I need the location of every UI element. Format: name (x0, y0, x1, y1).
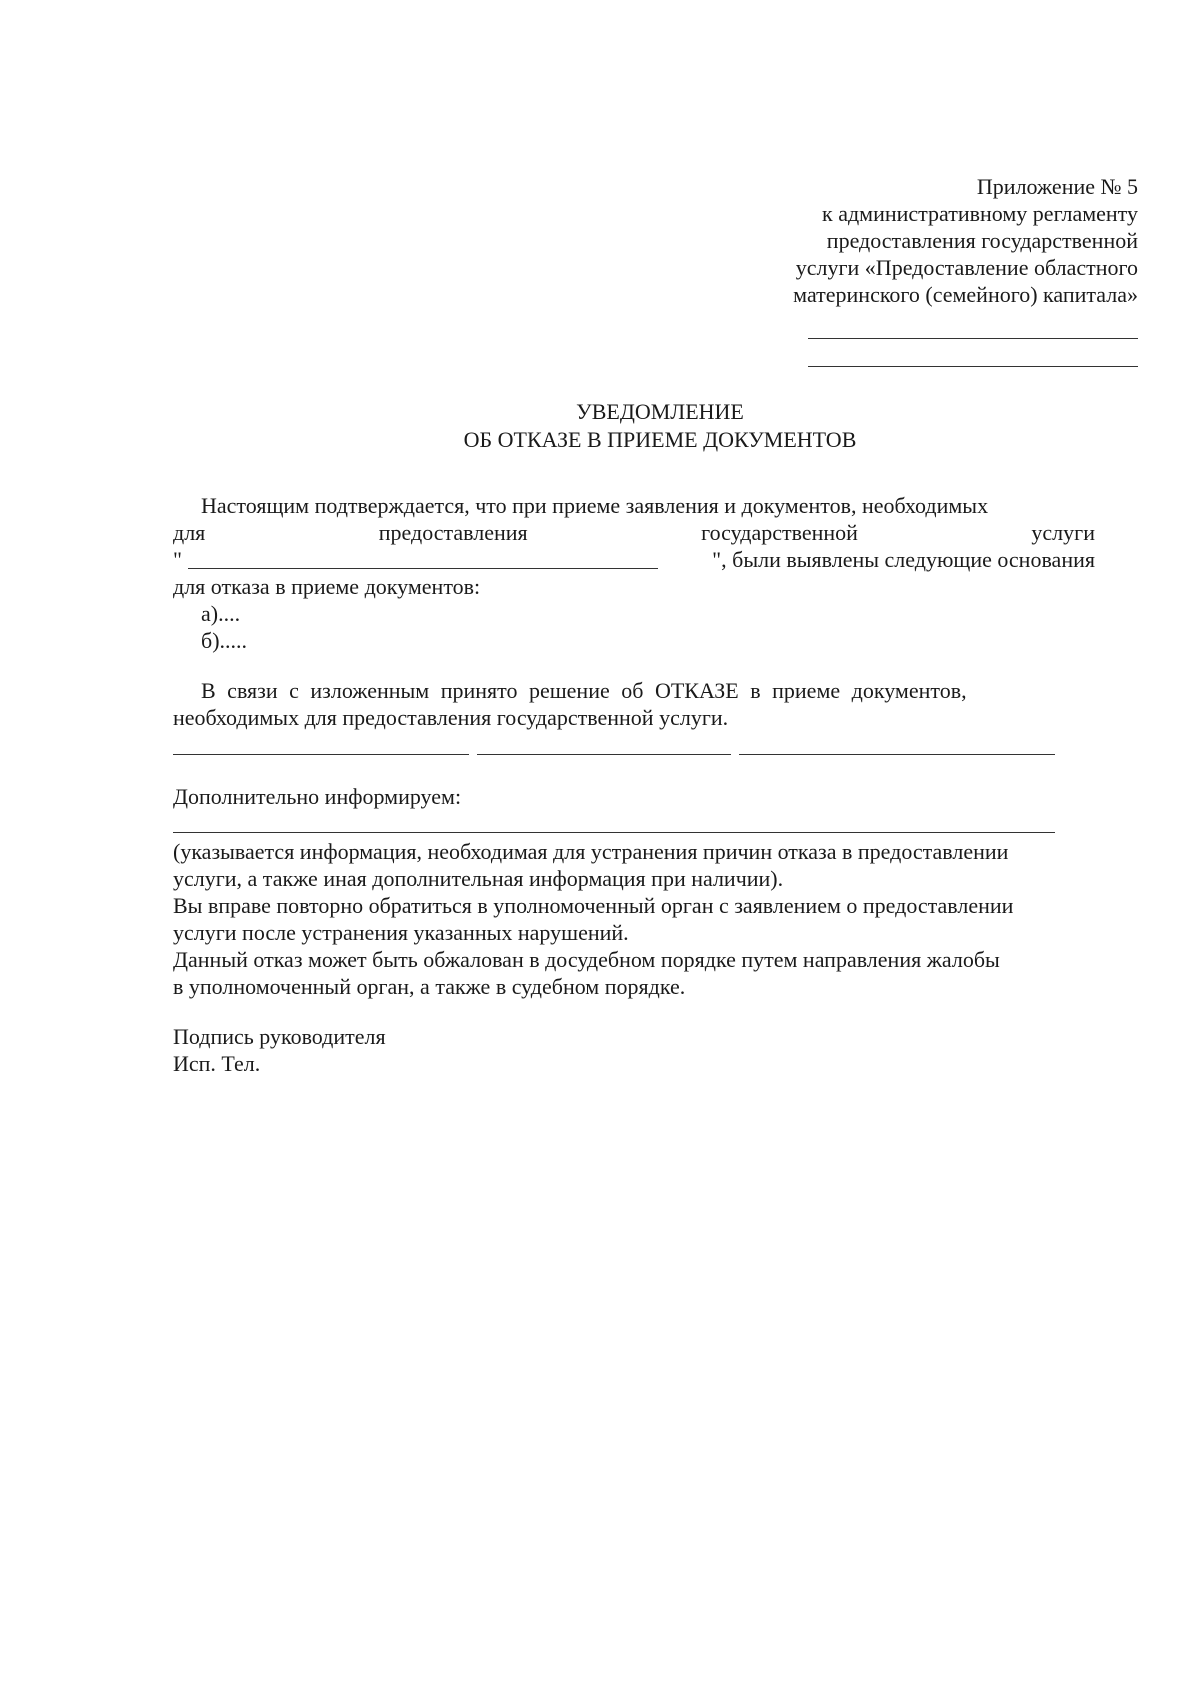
word: государственной (701, 520, 858, 545)
recipient-blank-line (808, 338, 1138, 339)
appendix-line: услуги «Предоставление областного (795, 255, 1138, 280)
recipient-blank-lines (808, 338, 1138, 394)
signature-block (173, 1023, 1095, 1077)
appendix-line: предоставления государственной (826, 228, 1138, 253)
service-name-blank (188, 548, 658, 569)
blank-line (477, 754, 731, 755)
paragraph-line: в уполномоченный орган, а также в судебном порядке. (173, 974, 686, 999)
title-line-2: ОБ ОТКАЗЕ В ПРИЕМЕ ДОКУМЕНТОВ (463, 427, 857, 452)
paragraph-line: услуги, а также иная дополнительная информация при наличии). (173, 866, 784, 891)
blank-line (173, 754, 469, 755)
paragraph-line: Данный отказ может быть обжалован в досудебном порядке путем направления жалобы (173, 947, 1000, 972)
additional-label: Дополнительно информируем: (173, 784, 462, 809)
reason-item-a: а).... (201, 601, 241, 626)
paragraph-line: Настоящим подтверждается, что при приеме заявления и документов, необходимых (201, 493, 989, 518)
quote-open: " (173, 547, 182, 572)
paragraph-confirmation (173, 492, 1095, 654)
additional-info-text (173, 838, 1095, 1000)
decision-blank-lines (173, 754, 1055, 755)
paragraph-line: В связи с изложенным принято решение об ОТКАЗЕ в приеме документов, (201, 678, 967, 703)
paragraph-line: необходимых для предоставления государственной услуги. (173, 705, 729, 730)
paragraph-line: Вы вправе повторно обратиться в уполномоченный орган с заявлением о предоставлении (173, 893, 1014, 918)
appendix-header (638, 173, 1138, 308)
word: предоставления (378, 520, 528, 545)
blank-line (739, 754, 1055, 755)
document-title (0, 398, 1200, 454)
paragraph-line: для отказа в приеме документов: (173, 574, 481, 599)
recipient-blank-line (808, 366, 1138, 367)
executor-phone-label: Исп. Тел. (173, 1051, 261, 1076)
quote-close-text: ", были выявлены следующие основания (712, 547, 1095, 572)
appendix-line: Приложение № 5 (976, 174, 1138, 199)
paragraph-line: (указывается информация, необходимая для устранения причин отказа в предоставлении (173, 839, 1009, 864)
appendix-line: материнского (семейного) капитала» (793, 282, 1138, 307)
reason-item-b: б)..... (201, 628, 248, 653)
appendix-line: к административному регламенту (822, 201, 1138, 226)
paragraph-justified-line (173, 519, 1095, 546)
word: услуги (1031, 520, 1095, 545)
word: для (173, 520, 206, 545)
title-line-1: УВЕДОМЛЕНИЕ (576, 399, 744, 424)
signature-label: Подпись руководителя (173, 1024, 386, 1049)
paragraph-line: услуги после устранения указанных нарушений. (173, 920, 629, 945)
additional-info-blank-line (173, 832, 1055, 833)
service-name-row (173, 546, 1095, 573)
paragraph-decision (173, 677, 1095, 731)
